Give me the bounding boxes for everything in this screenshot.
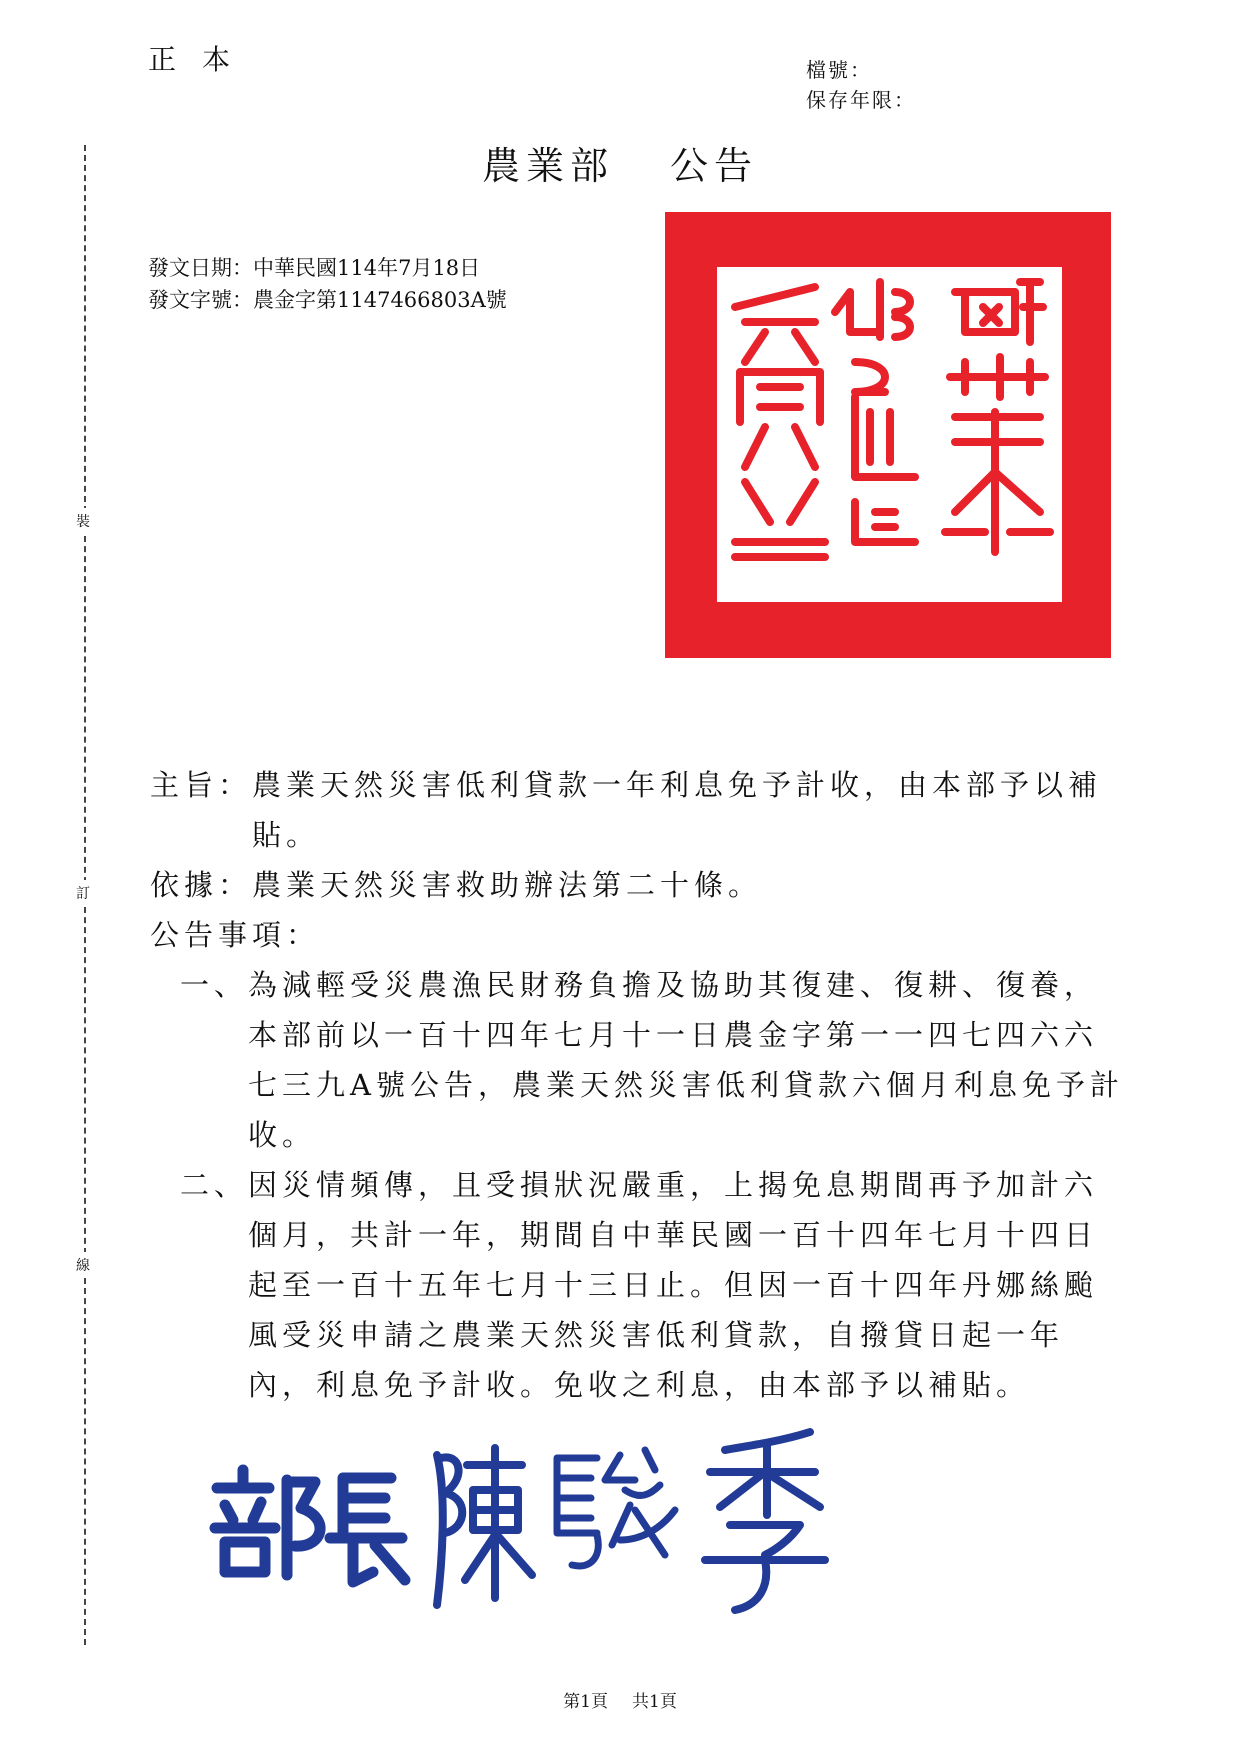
announcement-items [150,960,1130,1410]
agency-name: 農業部 [481,144,614,188]
file-info [806,55,916,115]
copy-type-label: 正本 [148,43,257,76]
retention-period-label: 保存年限： [806,88,916,112]
binding-mark-stitch: 訂 [76,880,90,906]
signature-title-bu [215,1470,320,1575]
binding-mark-line: 線 [76,1252,90,1278]
subject-paragraph [150,760,1130,860]
reference-number-value: 農金字第1147466803A號 [253,288,507,312]
official-seal-stamp [665,212,1111,658]
minister-signature [205,1410,845,1620]
issue-date-label: 發文日期： [148,256,253,280]
item-number: 二、 [180,1168,249,1202]
item-number: 一、 [180,968,249,1002]
subject-label: 主旨： [150,768,253,802]
announcement-body [150,760,1130,1410]
reference-number-row [148,284,507,316]
file-number-label: 檔號： [806,58,872,82]
item-text: 因災情頻傳，且受損狀況嚴重，上揭免息期間再予加計六個月，共計一年，期間自中華民國一百十四年七月十四日起至一百十五年七月十三日止。但因一百十四年丹娜絲颱風受災申請之農業天然災害低利貸款，自撥貸日起一年內，利息免予計收。免收之利息，由本部予以補貼。 [248,1168,1099,1402]
issue-date-row [148,252,507,284]
signature-name-chen [437,1448,532,1605]
announcement-item [180,1160,1130,1410]
document-meta [148,252,507,316]
page-total: 共1頁 [632,1692,677,1712]
document-title [0,135,1240,190]
basis-label: 依據： [150,868,253,902]
announcement-item [180,960,1130,1160]
subject-text: 農業天然災害低利貸款一年利息免予計收，由本部予以補貼。 [252,768,1103,852]
page-number [0,1687,1240,1712]
signature-name-jun [557,1450,675,1566]
items-heading: 公告事項： [150,918,321,952]
signature-title-zhang [330,1478,405,1582]
binding-mark-bind: 裝 [76,508,90,534]
signature-name-ji [705,1432,825,1610]
basis-text: 農業天然災害救助辦法第二十條。 [252,868,763,902]
page-current: 第1頁 [563,1692,608,1712]
document-type: 公告 [670,144,759,188]
item-text: 為減輕受災農漁民財務負擔及協助其復建、復耕、復養，本部前以一百十四年七月十一日農金字第一一四七四六六七三九A號公告，農業天然災害低利貸款六個月利息免予計收。 [248,968,1124,1152]
basis-paragraph [150,860,1130,910]
reference-number-label: 發文字號： [148,288,253,312]
issue-date-value: 中華民國114年7月18日 [253,256,481,280]
